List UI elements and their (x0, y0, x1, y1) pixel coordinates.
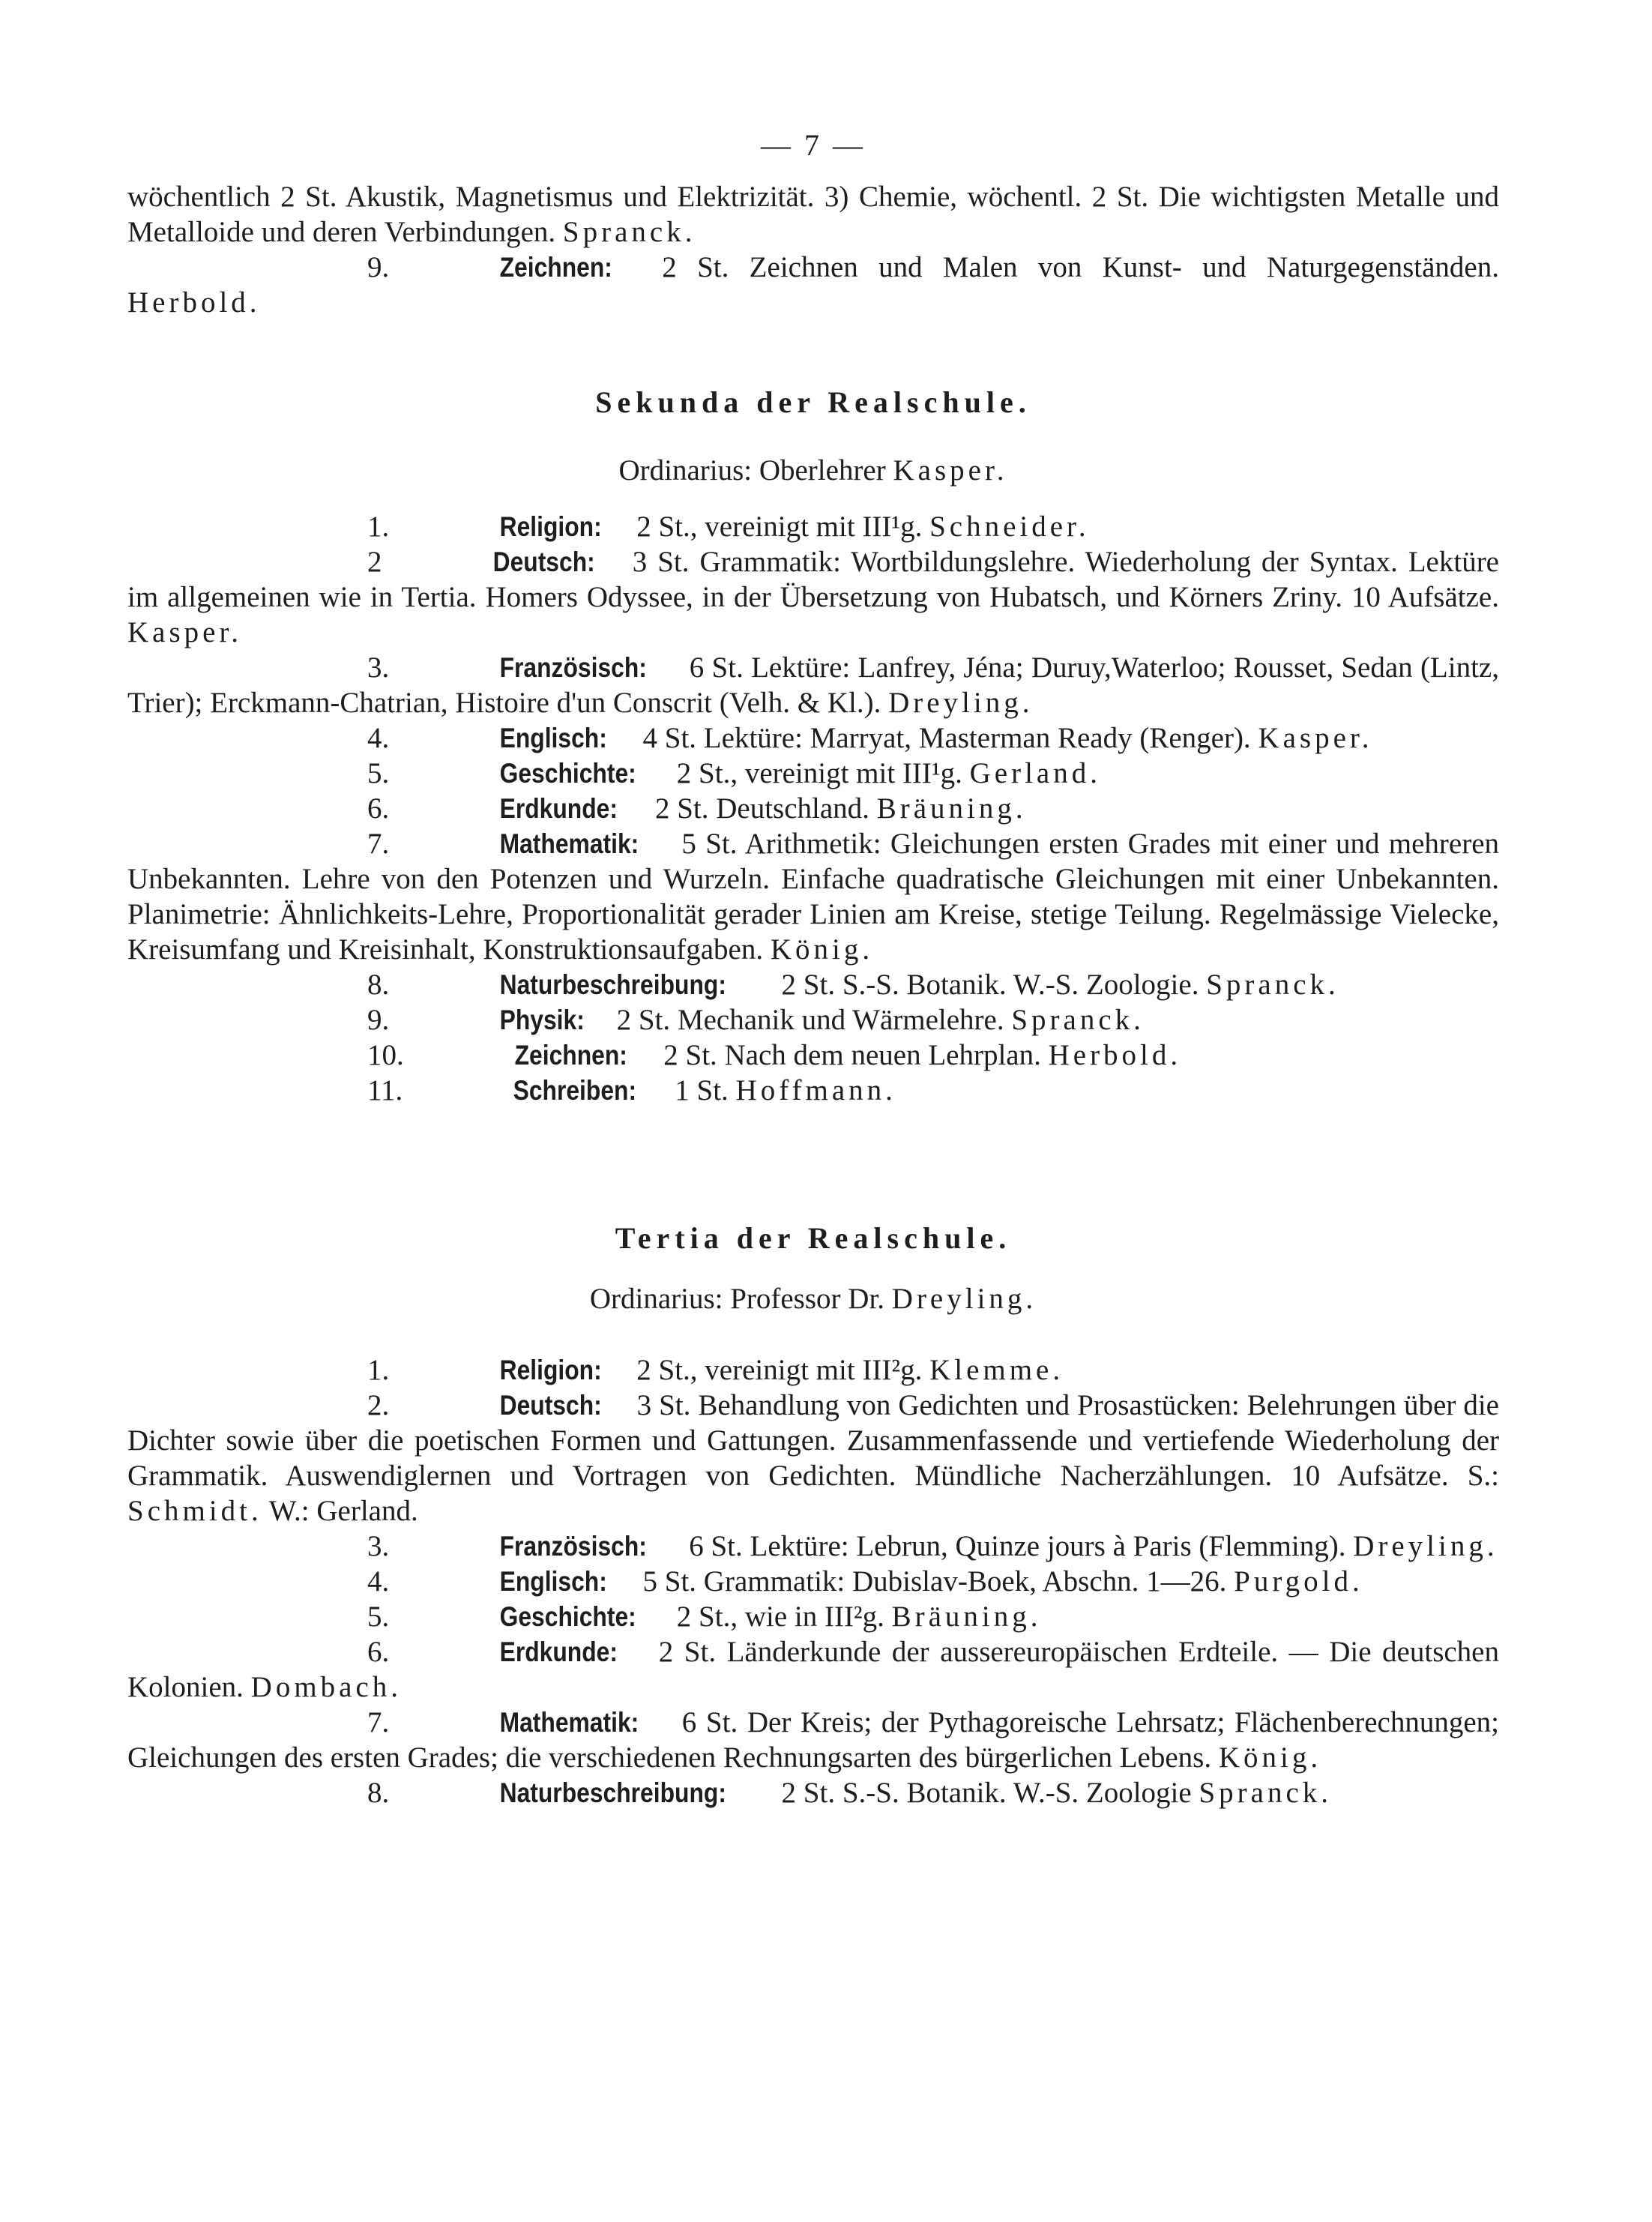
subject-heading: Naturbeschreibung: (499, 969, 727, 1000)
section-title-tertia: Tertia der Realschule. (615, 1221, 1012, 1255)
teacher-name: Spranck. (1199, 1777, 1333, 1809)
teacher-name: Purgold. (1234, 1565, 1363, 1598)
teacher-name: Spranck. (1011, 1004, 1145, 1036)
item-text: 1 St. (667, 1074, 736, 1107)
teacher-name: Klemme. (929, 1354, 1064, 1386)
item-text: 3 St. Behandlung von Gedichten und Prosastücken: Belehrungen über die Dichter sowie über die poetischen Formen und Gattungen. Zusammenfassende und vertiefende Wiederholung der Grammatik. Auswendiglernen und Vortragen von Gedichten. Mündliche Nacherzählungen. 10 Aufsätze. S.: (127, 1389, 1499, 1492)
course-entry (127, 650, 1499, 720)
item-number: 5. (367, 1601, 390, 1633)
item-number: 8. (367, 969, 390, 1001)
course-entry (127, 1564, 1499, 1599)
subject-heading: Religion: (499, 1355, 602, 1385)
teacher-name: Bräuning. (891, 1601, 1042, 1633)
item-text: 4 St. Lektüre: Marryat, Masterman Ready (Renger). (635, 722, 1258, 754)
item-text: 2 St. S.-S. Botanik. W.-S. Zoologie (774, 1777, 1199, 1809)
subject-heading: Französisch: (499, 652, 648, 683)
teacher-name: Herbold. (1048, 1039, 1182, 1071)
subject-heading: Zeichnen: (514, 1040, 627, 1071)
item-number: 1. (367, 1354, 390, 1386)
intro-item-9 (127, 250, 1499, 320)
ordinarius-label: Ordinarius: Professor Dr. (589, 1283, 892, 1315)
section-title-sekunda: Sekunda der Realschule. (595, 385, 1031, 419)
item-text: 2 St., vereinigt mit III²g. (629, 1354, 930, 1386)
item-number: 10. (367, 1039, 404, 1071)
subject-heading: Physik: (499, 1005, 585, 1035)
course-entry (127, 967, 1499, 1002)
teacher-name: Dreyling. (891, 1283, 1037, 1315)
course-entry (127, 826, 1499, 967)
course-entry (127, 1352, 1499, 1388)
subject-heading: Geschichte: (499, 758, 636, 789)
course-entry (127, 1073, 1499, 1108)
teacher-name: König. (1218, 1741, 1322, 1774)
item-number: 4. (367, 1565, 390, 1598)
subject-heading: Englisch: (499, 1566, 608, 1597)
course-entry (127, 1529, 1499, 1564)
course-entry (127, 509, 1499, 544)
course-entry (127, 756, 1499, 791)
subject-heading: Deutsch: (499, 1390, 602, 1421)
teacher-name: Spranck. (562, 216, 696, 248)
subject-heading: Mathematik: (499, 828, 639, 859)
item-number: 8. (367, 1777, 390, 1809)
course-entry (127, 544, 1499, 650)
item-number: 5. (367, 757, 390, 789)
subject-heading: Deutsch: (492, 547, 595, 577)
item-text: 3 St. Grammatik: Wortbildungslehre. Wiederholung der Syntax. Lektüre im allgemeinen wie in Tertia. Homers Odyssee, in der Übersetzung von Hubatsch, und Körners Zriny. 10 Aufsätze. (127, 546, 1499, 613)
item-text: 2 St. Deutschland. (648, 792, 877, 825)
teacher-name: Dombach. (250, 1671, 403, 1703)
item-text: 5 St. Grammatik: Dubislav-Boek, Abschn. 1—26. (635, 1565, 1235, 1598)
page-number: — 7 — (761, 128, 866, 162)
item-number: 7. (367, 828, 390, 860)
item-text: 5 St. Arithmetik: Gleichungen ersten Grades mit einer und mehreren Unbekannten. Lehre von den Potenzen und Wurzeln. Einfache quadratische Gleichungen mit einer Unbekannten. Planimetrie: Ähnlichkeits-Lehre, Proportionalität gerader Linien am Kreise, stetige Teilung. Regelmässige Vielecke, Kreisumfang und Kreisinhalt, Konstruktionsaufgaben. (127, 828, 1499, 966)
subject-heading: Französisch: (499, 1531, 648, 1562)
teacher-name: Bräuning. (876, 792, 1027, 825)
course-entry (127, 1775, 1499, 1810)
item-number: 3. (367, 651, 390, 684)
teacher-name: Schneider. (929, 511, 1090, 543)
item-number: 3. (367, 1530, 390, 1562)
teacher-name: Kasper. (1258, 722, 1373, 754)
item-text: 6 St. Der Kreis; der Pythagoreische Lehrsatz; Flächenberechnungen; Gleichungen des ersten Grades; die verschiedenen Rechnungsarten des bürgerlichen Lebens. (127, 1706, 1499, 1774)
subject-heading: Mathematik: (499, 1707, 639, 1738)
sekunda-course-list (127, 509, 1499, 1108)
ordinarius-label: Ordinarius: Oberlehrer (618, 454, 893, 487)
teacher-name: Herbold. (127, 286, 261, 319)
subject-heading: Religion: (499, 511, 602, 542)
teacher-name: König. (770, 933, 874, 966)
document-page (127, 127, 1499, 1810)
ordinarius-sekunda (127, 453, 1499, 488)
item-text: 6 St. Lektüre: Lebrun, Quinze jours à Paris (Flemming). (681, 1530, 1354, 1562)
item-text: 2 St. Länderkunde der aussereuropäischen Erdteile. — Die deutschen Kolonien. (127, 1636, 1499, 1703)
item-text: 2 St. Mechanik und Wärmelehre. (609, 1004, 1012, 1036)
subject-heading: Schreiben: (513, 1075, 637, 1106)
course-entry (127, 1002, 1499, 1038)
item-text: 2 St. S.-S. Botanik. W.-S. Zoologie. (774, 969, 1207, 1001)
tertia-course-list (127, 1352, 1499, 1810)
item-number: 7. (367, 1706, 390, 1738)
course-entry (127, 1634, 1499, 1705)
teacher-name: Kasper. (893, 454, 1008, 487)
course-entry (127, 1599, 1499, 1634)
teacher-name: Spranck. (1206, 969, 1339, 1001)
course-entry (127, 1705, 1499, 1775)
item-number: 11. (367, 1074, 403, 1107)
item-number: 6. (367, 1636, 390, 1668)
item-text: 2 St., wie in III²g. (669, 1601, 892, 1633)
course-entry (127, 1388, 1499, 1529)
course-entry (127, 791, 1499, 826)
item-number: 9. (367, 251, 390, 283)
item-number: 1. (367, 511, 390, 543)
item-number: 4. (367, 722, 390, 754)
subject-heading: Erdkunde: (499, 793, 618, 824)
teacher-name: Kasper. (127, 616, 243, 648)
item-text: 2 St. Nach dem neuen Lehrplan. (656, 1039, 1049, 1071)
intro-paragraph (127, 179, 1499, 250)
intro-text: wöchentlich 2 St. Akustik, Magnetismus und Elektrizität. 3) Chemie, wöchentl. 2 St. Die wichtigsten Metalle und Metalloide und deren Verbindungen. (127, 181, 1499, 248)
item-text: 2 St., vereinigt mit III¹g. (629, 511, 930, 543)
subject-heading: Naturbeschreibung: (499, 1777, 727, 1808)
subject-heading: Zeichnen: (499, 252, 613, 283)
course-entry (127, 1038, 1499, 1073)
item-number: 6. (367, 792, 390, 825)
item-number: 2. (367, 1389, 390, 1421)
teacher-name: Hoffmann. (735, 1074, 896, 1107)
subject-heading: Geschichte: (499, 1601, 636, 1632)
item-number: 2 (367, 546, 382, 578)
item-number: 9. (367, 1004, 390, 1036)
teacher-name: Dreyling. (888, 687, 1034, 719)
item-text: 2 St. Zeichnen und Malen von Kunst- und Naturgegenständen. (642, 251, 1499, 283)
teacher-name: Schmidt. (127, 1495, 262, 1527)
item-tail: W.: Gerland. (262, 1495, 418, 1527)
ordinarius-tertia (127, 1281, 1499, 1316)
item-text: 2 St., vereinigt mit III¹g. (669, 757, 970, 789)
teacher-name: Dreyling. (1353, 1530, 1498, 1562)
subject-heading: Englisch: (499, 723, 608, 753)
teacher-name: Gerland. (969, 757, 1101, 789)
course-entry (127, 720, 1499, 756)
subject-heading: Erdkunde: (499, 1637, 618, 1667)
item-text: 6 St. Lektüre: Lanfrey, Jéna; Duruy,Waterloo; Rousset, Sedan (Lintz, Trier); Erckmann-Chatrian, Histoire d'un Conscrit (Velh. & Kl.). (127, 651, 1499, 719)
